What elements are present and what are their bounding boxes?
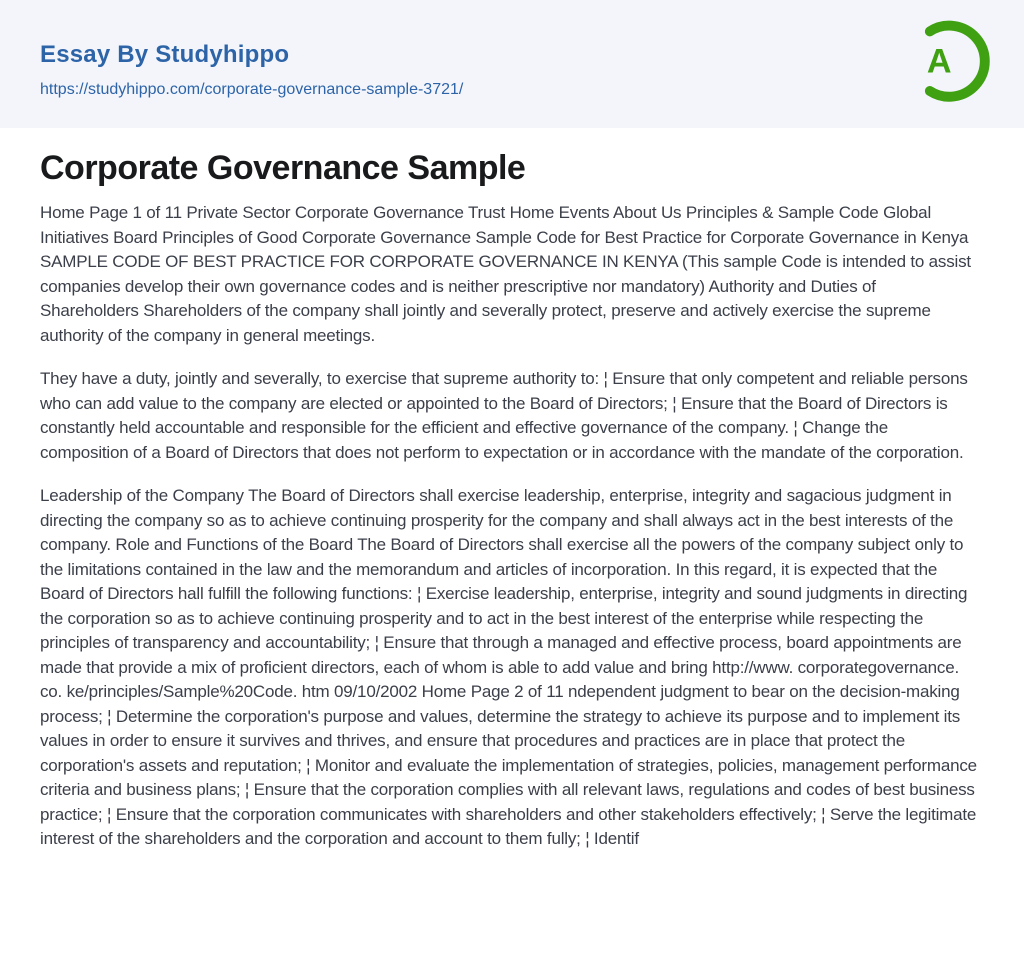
- article: [0, 149, 1024, 852]
- page-header: [0, 0, 1024, 128]
- site-name: Essay By Studyhippo: [40, 41, 290, 68]
- article-paragraph-3: Leadership of the Company The Board of Directors shall exercise leadership, enterprise, integrity and sagacious judgment in directing the company so as to achieve continuing prosperity for the company and shall always act in the best interests of the company. Role and Functions of the Board The Board of Directors shall exercise all the powers of the company subject only to the limitations contained in the law and the memorandum and articles of incorporation. In this regard, it is expected that the Board of Directors hall fulfill the following functions: ¦ Exercise leadership, enterprise, integrity and sound judgments in directing the corporation so as to achieve continuing prosperity and to act in the best interest of the enterprise while respecting the principles of transparency and accountability; ¦ Ensure that through a managed and effective process, board appointments are made that provide a mix of proficient directors, each of whom is able to add value and bring http://www. corporategovernance. co. ke/principles/Sample%20Code. htm 09/10/2002 Home Page 2 of 11 ndependent judgment to bear on the decision-making process; ¦ Determine the corporation's purpose and values, determine the strategy to achieve its purpose and to implement its values in order to ensure it survives and thrives, and ensure that procedures and practices are in place that protect the corporation's assets and reputation; ¦ Monitor and evaluate the implementation of strategies, policies, management performance criteria and business plans; ¦ Ensure that the corporation complies with all relevant laws, regulations and codes of best business practice; ¦ Ensure that the corporation communicates with shareholders and other stakeholders effectively; ¦ Serve the legitimate interest of the shareholders and the corporation and account to them fully; ¦ Identif: [40, 486, 977, 848]
- svg-text:A: A: [926, 42, 952, 81]
- logo-a-icon: [905, 15, 995, 107]
- article-paragraph-1: Home Page 1 of 11 Private Sector Corporate Governance Trust Home Events About Us Principles & Sample Code Global Initiatives Board Principles of Good Corporate Governance Sample Code for Best Practice for Corporate Governance in Kenya SAMPLE CODE OF BEST PRACTICE FOR CORPORATE GOVERNANCE IN KENYA (This sample Code is intended to assist companies develop their own governance codes and is neither prescriptive nor mandatory) Authority and Duties of Shareholders Shareholders of the company shall jointly and severally protect, preserve and actively exercise the supreme authority of the company in general meetings.: [40, 203, 971, 345]
- article-paragraph-2: They have a duty, jointly and severally, to exercise that supreme authority to: ¦ Ensure that only competent and reliable persons who can add value to the company are elected or appointed to the Board of Directors; ¦ Ensure that the Board of Directors is constantly held accountable and responsible for the efficient and effective governance of the company. ¦ Change the composition of a Board of Directors that does not perform to expectation or in accordance with the mandate of the corporation.: [40, 369, 968, 462]
- studyhippo-logo: [905, 15, 995, 107]
- page-title: Corporate Governance Sample: [40, 149, 526, 187]
- page-url-link[interactable]: https://studyhippo.com/corporate-governance-sample-3721/: [40, 81, 464, 98]
